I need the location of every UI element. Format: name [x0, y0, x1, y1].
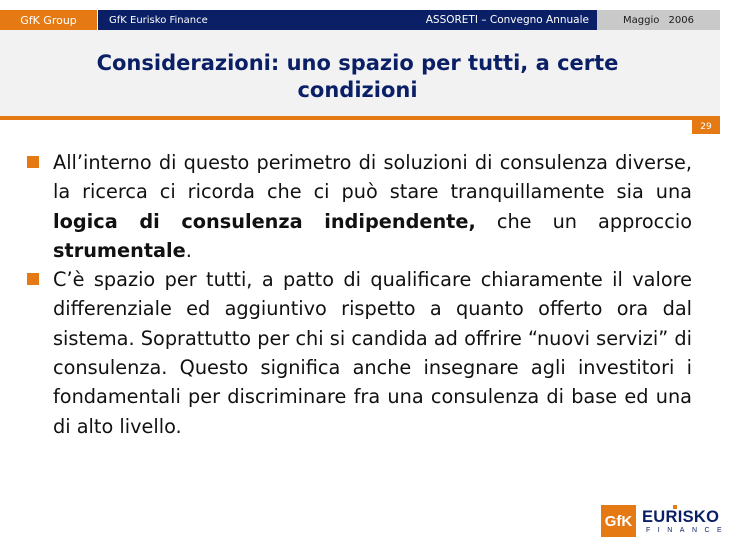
slide-title-line2: condizioni	[297, 78, 418, 102]
gfk-group-label: GfK Group	[0, 10, 97, 30]
page-number: 29	[692, 120, 720, 134]
slide-title	[0, 50, 715, 104]
slide-title-line1: Considerazioni: uno spazio per tutti, a certe	[96, 51, 619, 75]
date-label: Maggio 2006	[597, 10, 720, 30]
bullet-text: All’interno di questo perimetro di soluzioni di consulenza diverse, la ricerca ci ricorda che ci può stare tranquillamente sia una	[53, 151, 692, 204]
title-divider	[0, 116, 720, 120]
bullet-square-icon	[27, 156, 39, 168]
bullet-bold-text: strumentale	[53, 238, 186, 262]
bullet-item	[24, 148, 692, 265]
logo-eurisko-text: EURISKO	[642, 508, 720, 526]
logo-gfk-box: GfK	[601, 505, 636, 537]
bullet-text: .	[185, 238, 192, 262]
bullet-item	[24, 265, 692, 441]
event-label: ASSORETI – Convegno Annuale	[225, 10, 597, 30]
title-area	[0, 30, 720, 116]
header-bar	[0, 0, 720, 30]
bullet-square-icon	[27, 273, 39, 285]
bullet-text: C’è spazio per tutti, a patto di qualificare chiaramente il valore differenziale ed aggiuntivo rispetto a quanto offerto ora dal sistema. Soprattutto per chi si candida ad offrire “nuovi servizi” di consulenza. Questo significa anche insegnare agli investitori i fondamentali per discriminare fra una consulenza di base ed una di alto livello.	[53, 268, 692, 438]
logo-finance-text: FINANCE	[646, 527, 729, 534]
gfk-eurisko-logo	[601, 505, 729, 537]
bullet-text: che un approccio	[475, 209, 692, 233]
gfk-eurisko-finance-label: GfK Eurisko Finance	[97, 10, 225, 30]
bullet-bold-text: logica di consulenza indipendente,	[53, 209, 476, 233]
slide-body	[24, 148, 692, 441]
